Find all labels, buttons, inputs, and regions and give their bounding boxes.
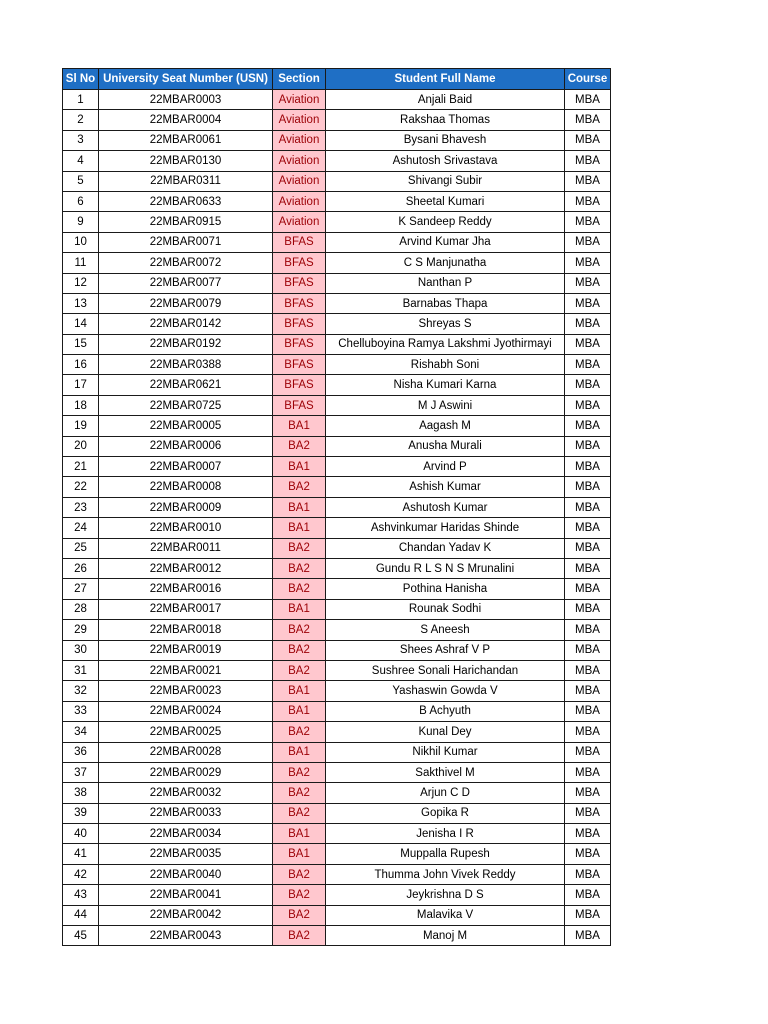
cell-student-name: Ashutosh Kumar — [326, 497, 565, 517]
cell-section: BFAS — [273, 375, 326, 395]
cell-usn: 22MBAR0915 — [99, 212, 273, 232]
cell-sl-no: 15 — [63, 334, 99, 354]
cell-student-name: Ashish Kumar — [326, 477, 565, 497]
cell-sl-no: 34 — [63, 722, 99, 742]
cell-student-name: Arjun C D — [326, 783, 565, 803]
student-table — [62, 68, 611, 946]
table-row — [63, 579, 611, 599]
cell-course: MBA — [565, 620, 611, 640]
cell-section: BA2 — [273, 722, 326, 742]
cell-course: MBA — [565, 436, 611, 456]
header-usn: University Seat Number (USN) — [99, 69, 273, 90]
cell-sl-no: 37 — [63, 762, 99, 782]
cell-course: MBA — [565, 90, 611, 110]
cell-student-name: M J Aswini — [326, 395, 565, 415]
cell-course: MBA — [565, 416, 611, 436]
cell-student-name: Gopika R — [326, 803, 565, 823]
cell-usn: 22MBAR0311 — [99, 171, 273, 191]
cell-student-name: Nikhil Kumar — [326, 742, 565, 762]
cell-course: MBA — [565, 762, 611, 782]
cell-course: MBA — [565, 722, 611, 742]
table-row — [63, 844, 611, 864]
cell-student-name: Muppalla Rupesh — [326, 844, 565, 864]
cell-course: MBA — [565, 212, 611, 232]
cell-course: MBA — [565, 314, 611, 334]
table-row — [63, 90, 611, 110]
cell-sl-no: 19 — [63, 416, 99, 436]
table-row — [63, 905, 611, 925]
cell-course: MBA — [565, 660, 611, 680]
cell-course: MBA — [565, 518, 611, 538]
cell-sl-no: 18 — [63, 395, 99, 415]
table-row — [63, 701, 611, 721]
cell-section: BA1 — [273, 824, 326, 844]
cell-course: MBA — [565, 151, 611, 171]
cell-student-name: Anusha Murali — [326, 436, 565, 456]
cell-sl-no: 32 — [63, 681, 99, 701]
table-header-row — [63, 69, 611, 90]
table-row — [63, 110, 611, 130]
cell-sl-no: 2 — [63, 110, 99, 130]
cell-usn: 22MBAR0005 — [99, 416, 273, 436]
cell-section: BFAS — [273, 395, 326, 415]
cell-student-name: Bysani Bhavesh — [326, 130, 565, 150]
table-row — [63, 681, 611, 701]
cell-section: BA2 — [273, 905, 326, 925]
cell-section: BA2 — [273, 538, 326, 558]
header-course: Course — [565, 69, 611, 90]
table-row — [63, 436, 611, 456]
cell-student-name: Ashutosh Srivastava — [326, 151, 565, 171]
cell-section: Aviation — [273, 90, 326, 110]
cell-usn: 22MBAR0021 — [99, 660, 273, 680]
cell-student-name: Sushree Sonali Harichandan — [326, 660, 565, 680]
cell-section: BA1 — [273, 844, 326, 864]
cell-usn: 22MBAR0041 — [99, 885, 273, 905]
cell-usn: 22MBAR0725 — [99, 395, 273, 415]
cell-student-name: Chelluboyina Ramya Lakshmi Jyothirmayi — [326, 334, 565, 354]
cell-sl-no: 40 — [63, 824, 99, 844]
cell-section: BA2 — [273, 436, 326, 456]
cell-student-name: Anjali Baid — [326, 90, 565, 110]
header-sl-no: Sl No — [63, 69, 99, 90]
cell-usn: 22MBAR0034 — [99, 824, 273, 844]
cell-course: MBA — [565, 681, 611, 701]
cell-sl-no: 21 — [63, 457, 99, 477]
cell-section: BA2 — [273, 558, 326, 578]
table-body — [63, 90, 611, 946]
cell-student-name: Manoj M — [326, 926, 565, 946]
cell-usn: 22MBAR0072 — [99, 253, 273, 273]
cell-usn: 22MBAR0035 — [99, 844, 273, 864]
cell-section: BA1 — [273, 681, 326, 701]
table-row — [63, 191, 611, 211]
table-row — [63, 273, 611, 293]
cell-sl-no: 12 — [63, 273, 99, 293]
cell-sl-no: 17 — [63, 375, 99, 395]
cell-sl-no: 31 — [63, 660, 99, 680]
cell-section: BA2 — [273, 864, 326, 884]
cell-usn: 22MBAR0010 — [99, 518, 273, 538]
cell-sl-no: 25 — [63, 538, 99, 558]
cell-section: BA2 — [273, 620, 326, 640]
table-row — [63, 824, 611, 844]
table-row — [63, 151, 611, 171]
cell-course: MBA — [565, 844, 611, 864]
table-row — [63, 538, 611, 558]
cell-usn: 22MBAR0621 — [99, 375, 273, 395]
cell-section: BA2 — [273, 660, 326, 680]
cell-course: MBA — [565, 130, 611, 150]
cell-usn: 22MBAR0025 — [99, 722, 273, 742]
cell-course: MBA — [565, 191, 611, 211]
cell-course: MBA — [565, 885, 611, 905]
cell-student-name: Yashaswin Gowda V — [326, 681, 565, 701]
cell-course: MBA — [565, 824, 611, 844]
cell-usn: 22MBAR0003 — [99, 90, 273, 110]
cell-usn: 22MBAR0043 — [99, 926, 273, 946]
cell-student-name: Rounak Sodhi — [326, 599, 565, 619]
cell-sl-no: 27 — [63, 579, 99, 599]
table-row — [63, 130, 611, 150]
cell-student-name: B Achyuth — [326, 701, 565, 721]
table-row — [63, 314, 611, 334]
cell-student-name: Thumma John Vivek Reddy — [326, 864, 565, 884]
cell-course: MBA — [565, 395, 611, 415]
cell-section: Aviation — [273, 130, 326, 150]
cell-usn: 22MBAR0077 — [99, 273, 273, 293]
cell-section: BFAS — [273, 334, 326, 354]
cell-usn: 22MBAR0024 — [99, 701, 273, 721]
cell-section: BFAS — [273, 293, 326, 313]
cell-sl-no: 10 — [63, 232, 99, 252]
cell-sl-no: 13 — [63, 293, 99, 313]
cell-course: MBA — [565, 558, 611, 578]
table-row — [63, 722, 611, 742]
cell-course: MBA — [565, 538, 611, 558]
cell-sl-no: 36 — [63, 742, 99, 762]
cell-student-name: Arvind Kumar Jha — [326, 232, 565, 252]
cell-course: MBA — [565, 355, 611, 375]
cell-course: MBA — [565, 477, 611, 497]
cell-course: MBA — [565, 334, 611, 354]
cell-course: MBA — [565, 905, 611, 925]
cell-section: Aviation — [273, 151, 326, 171]
cell-course: MBA — [565, 701, 611, 721]
cell-usn: 22MBAR0019 — [99, 640, 273, 660]
table-row — [63, 293, 611, 313]
table-row — [63, 742, 611, 762]
cell-usn: 22MBAR0017 — [99, 599, 273, 619]
table-row — [63, 212, 611, 232]
cell-course: MBA — [565, 864, 611, 884]
cell-sl-no: 44 — [63, 905, 99, 925]
cell-student-name: Malavika V — [326, 905, 565, 925]
cell-student-name: Shreyas S — [326, 314, 565, 334]
cell-student-name: Shees Ashraf V P — [326, 640, 565, 660]
cell-section: BA2 — [273, 803, 326, 823]
cell-course: MBA — [565, 579, 611, 599]
table-row — [63, 885, 611, 905]
cell-student-name: Nanthan P — [326, 273, 565, 293]
cell-student-name: Barnabas Thapa — [326, 293, 565, 313]
table-row — [63, 660, 611, 680]
cell-usn: 22MBAR0011 — [99, 538, 273, 558]
cell-usn: 22MBAR0018 — [99, 620, 273, 640]
cell-usn: 22MBAR0004 — [99, 110, 273, 130]
cell-usn: 22MBAR0008 — [99, 477, 273, 497]
cell-student-name: Chandan Yadav K — [326, 538, 565, 558]
cell-sl-no: 29 — [63, 620, 99, 640]
cell-student-name: Shivangi Subir — [326, 171, 565, 191]
cell-student-name: K Sandeep Reddy — [326, 212, 565, 232]
table-row — [63, 599, 611, 619]
cell-sl-no: 5 — [63, 171, 99, 191]
cell-usn: 22MBAR0388 — [99, 355, 273, 375]
table-row — [63, 558, 611, 578]
table-row — [63, 253, 611, 273]
cell-course: MBA — [565, 926, 611, 946]
cell-student-name: Nisha Kumari Karna — [326, 375, 565, 395]
cell-section: BA1 — [273, 497, 326, 517]
student-list-sheet — [62, 68, 611, 946]
table-row — [63, 232, 611, 252]
cell-sl-no: 41 — [63, 844, 99, 864]
table-row — [63, 497, 611, 517]
cell-sl-no: 1 — [63, 90, 99, 110]
cell-section: Aviation — [273, 110, 326, 130]
cell-usn: 22MBAR0142 — [99, 314, 273, 334]
cell-course: MBA — [565, 742, 611, 762]
cell-course: MBA — [565, 457, 611, 477]
cell-sl-no: 22 — [63, 477, 99, 497]
cell-student-name: Pothina Hanisha — [326, 579, 565, 599]
cell-sl-no: 20 — [63, 436, 99, 456]
cell-sl-no: 38 — [63, 783, 99, 803]
cell-student-name: Gundu R L S N S Mrunalini — [326, 558, 565, 578]
cell-sl-no: 43 — [63, 885, 99, 905]
cell-section: BFAS — [273, 232, 326, 252]
cell-course: MBA — [565, 375, 611, 395]
cell-course: MBA — [565, 640, 611, 660]
cell-usn: 22MBAR0071 — [99, 232, 273, 252]
cell-section: BA2 — [273, 783, 326, 803]
table-row — [63, 477, 611, 497]
cell-sl-no: 11 — [63, 253, 99, 273]
table-row — [63, 375, 611, 395]
cell-section: BA2 — [273, 477, 326, 497]
cell-student-name: S Aneesh — [326, 620, 565, 640]
cell-sl-no: 42 — [63, 864, 99, 884]
cell-student-name: Jenisha I R — [326, 824, 565, 844]
cell-student-name: Sakthivel M — [326, 762, 565, 782]
table-row — [63, 620, 611, 640]
table-row — [63, 457, 611, 477]
table-row — [63, 355, 611, 375]
cell-sl-no: 6 — [63, 191, 99, 211]
cell-sl-no: 24 — [63, 518, 99, 538]
table-row — [63, 416, 611, 436]
cell-section: Aviation — [273, 212, 326, 232]
cell-sl-no: 39 — [63, 803, 99, 823]
cell-usn: 22MBAR0033 — [99, 803, 273, 823]
cell-sl-no: 30 — [63, 640, 99, 660]
cell-section: BA1 — [273, 457, 326, 477]
header-section: Section — [273, 69, 326, 90]
cell-usn: 22MBAR0016 — [99, 579, 273, 599]
table-row — [63, 864, 611, 884]
cell-usn: 22MBAR0032 — [99, 783, 273, 803]
cell-student-name: Kunal Dey — [326, 722, 565, 742]
cell-section: BA2 — [273, 926, 326, 946]
cell-section: Aviation — [273, 191, 326, 211]
cell-usn: 22MBAR0061 — [99, 130, 273, 150]
cell-course: MBA — [565, 232, 611, 252]
cell-section: BFAS — [273, 314, 326, 334]
cell-section: BA2 — [273, 885, 326, 905]
cell-course: MBA — [565, 273, 611, 293]
cell-course: MBA — [565, 110, 611, 130]
cell-section: BA2 — [273, 762, 326, 782]
cell-usn: 22MBAR0029 — [99, 762, 273, 782]
cell-usn: 22MBAR0007 — [99, 457, 273, 477]
cell-sl-no: 45 — [63, 926, 99, 946]
cell-section: BA2 — [273, 579, 326, 599]
table-row — [63, 783, 611, 803]
cell-student-name: Rishabh Soni — [326, 355, 565, 375]
cell-section: BFAS — [273, 355, 326, 375]
cell-usn: 22MBAR0040 — [99, 864, 273, 884]
header-student-name: Student Full Name — [326, 69, 565, 90]
cell-section: BA1 — [273, 518, 326, 538]
cell-section: BA1 — [273, 701, 326, 721]
cell-sl-no: 28 — [63, 599, 99, 619]
cell-course: MBA — [565, 497, 611, 517]
cell-sl-no: 23 — [63, 497, 99, 517]
cell-section: Aviation — [273, 171, 326, 191]
table-row — [63, 518, 611, 538]
cell-section: BFAS — [273, 273, 326, 293]
cell-usn: 22MBAR0130 — [99, 151, 273, 171]
cell-usn: 22MBAR0023 — [99, 681, 273, 701]
cell-usn: 22MBAR0009 — [99, 497, 273, 517]
cell-section: BA1 — [273, 416, 326, 436]
cell-section: BA1 — [273, 742, 326, 762]
cell-usn: 22MBAR0012 — [99, 558, 273, 578]
table-row — [63, 640, 611, 660]
table-row — [63, 395, 611, 415]
table-row — [63, 803, 611, 823]
table-row — [63, 171, 611, 191]
cell-usn: 22MBAR0633 — [99, 191, 273, 211]
cell-student-name: Arvind P — [326, 457, 565, 477]
cell-course: MBA — [565, 803, 611, 823]
table-row — [63, 926, 611, 946]
cell-course: MBA — [565, 599, 611, 619]
cell-usn: 22MBAR0006 — [99, 436, 273, 456]
cell-student-name: C S Manjunatha — [326, 253, 565, 273]
table-row — [63, 762, 611, 782]
cell-sl-no: 16 — [63, 355, 99, 375]
cell-sl-no: 4 — [63, 151, 99, 171]
cell-section: BA2 — [273, 640, 326, 660]
cell-sl-no: 14 — [63, 314, 99, 334]
cell-student-name: Rakshaa Thomas — [326, 110, 565, 130]
cell-sl-no: 9 — [63, 212, 99, 232]
cell-student-name: Sheetal Kumari — [326, 191, 565, 211]
cell-usn: 22MBAR0042 — [99, 905, 273, 925]
cell-student-name: Aagash M — [326, 416, 565, 436]
cell-sl-no: 26 — [63, 558, 99, 578]
cell-usn: 22MBAR0192 — [99, 334, 273, 354]
cell-sl-no: 33 — [63, 701, 99, 721]
cell-section: BFAS — [273, 253, 326, 273]
cell-course: MBA — [565, 293, 611, 313]
cell-course: MBA — [565, 171, 611, 191]
cell-section: BA1 — [273, 599, 326, 619]
cell-course: MBA — [565, 783, 611, 803]
cell-student-name: Jeykrishna D S — [326, 885, 565, 905]
cell-student-name: Ashvinkumar Haridas Shinde — [326, 518, 565, 538]
cell-usn: 22MBAR0028 — [99, 742, 273, 762]
cell-course: MBA — [565, 253, 611, 273]
cell-sl-no: 3 — [63, 130, 99, 150]
table-row — [63, 334, 611, 354]
cell-usn: 22MBAR0079 — [99, 293, 273, 313]
